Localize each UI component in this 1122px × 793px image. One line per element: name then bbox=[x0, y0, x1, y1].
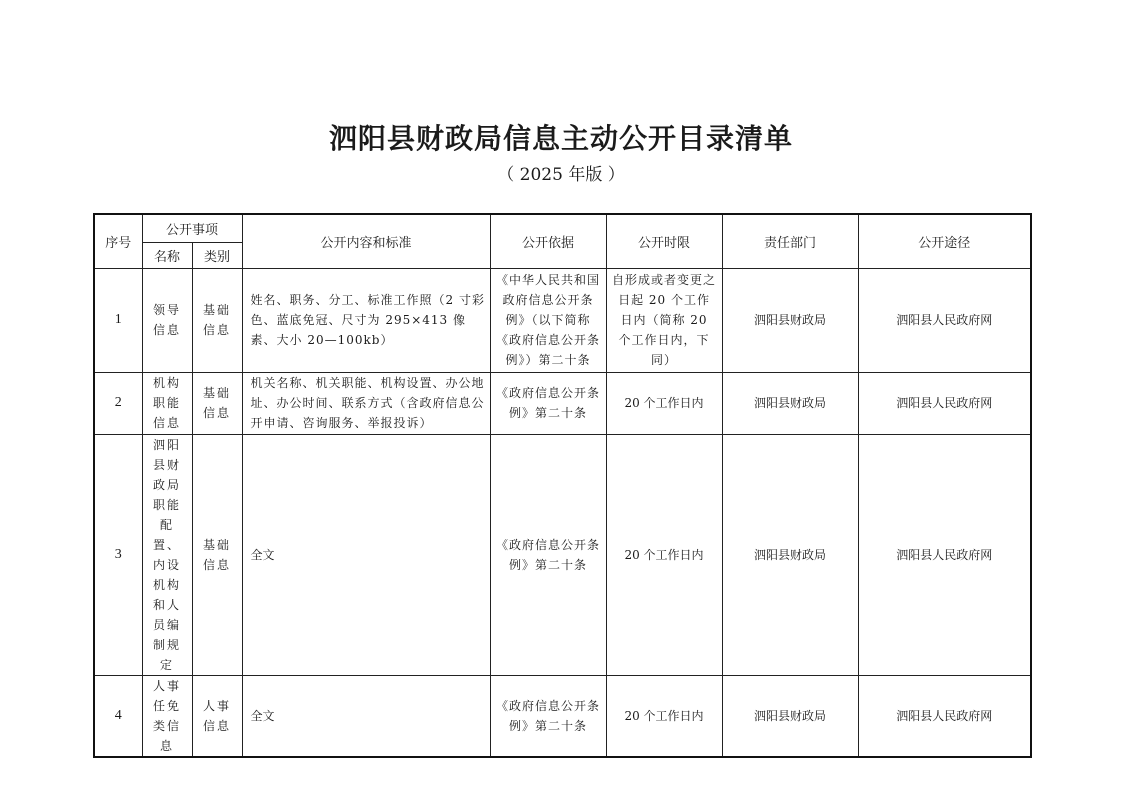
row-dept: 泗阳县财政局 bbox=[722, 675, 858, 757]
row-dept: 泗阳县财政局 bbox=[722, 372, 858, 434]
row-seq: 1 bbox=[94, 268, 142, 372]
row-time-limit: 自形成或者变更之日起 20 个工作日内（简称 20 个工作日内，下同） bbox=[612, 273, 717, 367]
table-row bbox=[94, 434, 1031, 675]
row-basis: 《政府信息公开条例》第二十条 bbox=[496, 537, 601, 572]
row-basis: 《政府信息公开条例》第二十条 bbox=[496, 386, 601, 420]
table-row bbox=[94, 675, 1031, 757]
row-content: 机关名称、机关职能、机构设置、办公地址、办公时间、联系方式（含政府信息公开申请、咨询服务、举报投诉） bbox=[250, 376, 485, 430]
header-dept: 责任部门 bbox=[722, 214, 858, 268]
page-subtitle: （ 2025 年版 ） bbox=[497, 165, 625, 185]
header-basis: 公开依据 bbox=[490, 214, 606, 268]
row-dept: 泗阳县财政局 bbox=[722, 434, 858, 675]
header-content: 公开内容和标准 bbox=[242, 214, 490, 268]
row-name: 机构职能信息 bbox=[152, 376, 181, 430]
header-item-group: 公开事项 bbox=[142, 214, 242, 242]
page-title: 泗阳县财政局信息主动公开目录清单 bbox=[328, 122, 793, 155]
row-category: 基础信息 bbox=[203, 386, 232, 420]
row-seq: 2 bbox=[94, 372, 142, 434]
row-channel: 泗阳县人民政府网 bbox=[858, 675, 1031, 757]
table-row bbox=[94, 372, 1031, 434]
row-seq: 4 bbox=[94, 675, 142, 757]
table-row bbox=[94, 268, 1031, 372]
header-channel: 公开途径 bbox=[858, 214, 1031, 268]
row-basis: 《政府信息公开条例》第二十条 bbox=[496, 698, 601, 733]
row-time-limit: 20 个工作日内 bbox=[606, 372, 722, 434]
row-content: 全文 bbox=[242, 675, 490, 757]
row-channel: 泗阳县人民政府网 bbox=[858, 434, 1031, 675]
row-name: 泗阳县财政局职能配置、内设机构和人员编制规定 bbox=[152, 437, 181, 672]
row-time-limit: 20 个工作日内 bbox=[606, 434, 722, 675]
row-channel: 泗阳县人民政府网 bbox=[858, 268, 1031, 372]
row-category: 基础信息 bbox=[203, 303, 232, 337]
row-basis: 《中华人民共和国政府信息公开条例》（以下简称《政府信息公开条例》）第二十条 bbox=[496, 273, 601, 367]
row-seq: 3 bbox=[94, 434, 142, 675]
header-category: 类别 bbox=[192, 242, 242, 268]
row-dept: 泗阳县财政局 bbox=[722, 268, 858, 372]
row-category: 人事信息 bbox=[203, 698, 232, 733]
header-seq: 序号 bbox=[94, 214, 142, 268]
row-channel: 泗阳县人民政府网 bbox=[858, 372, 1031, 434]
row-content: 姓名、职务、分工、标准工作照（2 寸彩色、蓝底免冠、尺寸为 295×413 像素、大小 20—100kb） bbox=[250, 293, 485, 347]
header-name: 名称 bbox=[142, 242, 192, 268]
row-name: 领导信息 bbox=[153, 303, 182, 337]
row-name: 人事任免类信息 bbox=[152, 678, 181, 753]
disclosure-catalog-table bbox=[93, 213, 1032, 758]
row-category: 基础信息 bbox=[203, 537, 232, 572]
row-time-limit: 20 个工作日内 bbox=[606, 675, 722, 757]
header-time-limit: 公开时限 bbox=[606, 214, 722, 268]
row-content: 全文 bbox=[242, 434, 490, 675]
